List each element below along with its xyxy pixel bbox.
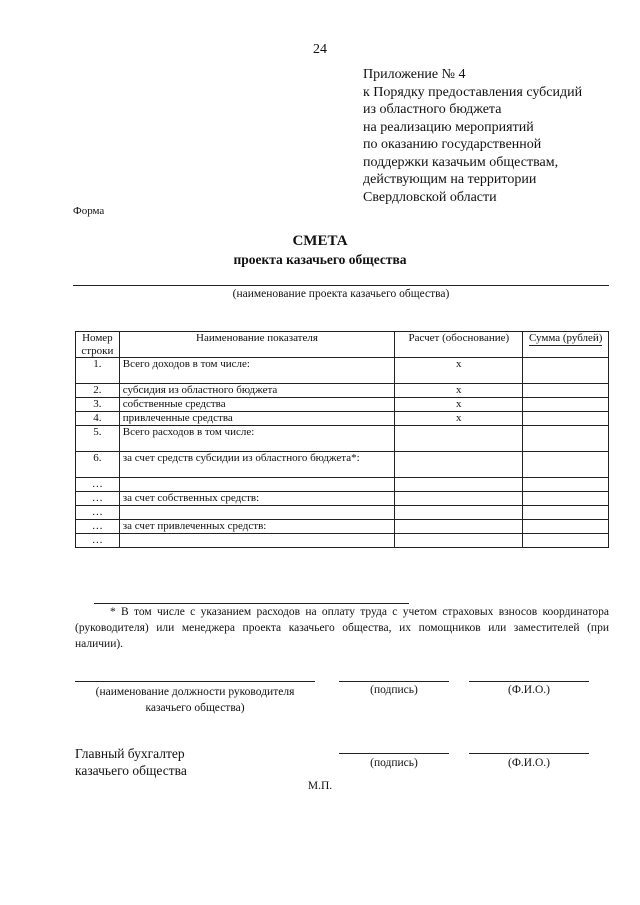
footnote: * В том числе с указанием расходов на оплату труда с учетом страховых взносов координатора (руководителя) или менеджера проекта казачьего общества, их помощников или заместителей (при наличии). xyxy=(75,606,609,650)
table-row xyxy=(76,492,609,506)
row-sum[interactable] xyxy=(523,384,609,398)
header-sum-text: Сумма (рублей) xyxy=(528,332,603,344)
row-number: 5. xyxy=(76,426,120,452)
accountant-signature-caption: (подпись) xyxy=(370,757,418,769)
table-header-row xyxy=(76,332,609,358)
row-name: за счет средств субсидии из областного бюджета*: xyxy=(119,452,394,478)
table-row xyxy=(76,506,609,520)
header-name: Наименование показателя xyxy=(119,332,394,358)
row-calculation[interactable] xyxy=(395,534,523,548)
estimate-table xyxy=(75,331,609,548)
row-sum[interactable] xyxy=(523,452,609,478)
row-number: 6. xyxy=(76,452,120,478)
position-caption: (наименование должности руководителя казачьего общества) xyxy=(95,686,295,714)
head-fio-caption: (Ф.И.О.) xyxy=(508,684,550,696)
row-number: … xyxy=(76,506,120,520)
row-name: за счет собственных средств: xyxy=(119,492,394,506)
accountant-fio-caption: (Ф.И.О.) xyxy=(508,757,550,769)
row-number: 1. xyxy=(76,358,120,384)
row-sum[interactable] xyxy=(523,534,609,548)
header-sum xyxy=(523,332,609,358)
page-number: 24 xyxy=(313,42,327,57)
position-line[interactable] xyxy=(75,681,315,682)
row-number: … xyxy=(76,492,120,506)
head-signature-caption: (подпись) xyxy=(370,684,418,696)
appendix-line: к Порядку предоставления субсидий xyxy=(363,84,583,100)
row-name: собственные средства xyxy=(119,398,394,412)
chief-accountant-label: Главный бухгалтер казачьего общества xyxy=(75,746,187,778)
appendix-line: Приложение № 4 xyxy=(363,67,466,82)
stamp-place: М.П. xyxy=(307,780,333,792)
document-title: СМЕТА xyxy=(292,233,348,249)
row-number: … xyxy=(76,520,120,534)
head-fio-line[interactable] xyxy=(469,681,589,682)
row-number: … xyxy=(76,478,120,492)
head-signature-line[interactable] xyxy=(339,681,449,682)
appendix-line: Свердловской области xyxy=(363,189,497,205)
table-row xyxy=(76,384,609,398)
row-calculation[interactable]: x xyxy=(395,412,523,426)
row-number: … xyxy=(76,534,120,548)
row-sum[interactable] xyxy=(523,412,609,426)
row-sum[interactable] xyxy=(523,506,609,520)
accountant-signature-line[interactable] xyxy=(339,753,449,754)
row-calculation[interactable]: x xyxy=(395,398,523,412)
row-name: субсидия из областного бюджета xyxy=(119,384,394,398)
row-name: Всего расходов в том числе: xyxy=(119,426,394,452)
row-sum[interactable] xyxy=(523,398,609,412)
row-sum[interactable] xyxy=(523,358,609,384)
row-calculation[interactable] xyxy=(395,492,523,506)
table-row xyxy=(76,534,609,548)
row-number: 4. xyxy=(76,412,120,426)
row-name[interactable] xyxy=(119,506,394,520)
appendix-line: по оказанию государственной xyxy=(363,137,542,152)
table-row xyxy=(76,520,609,534)
row-calculation[interactable] xyxy=(395,506,523,520)
table-row xyxy=(76,478,609,492)
row-calculation[interactable]: x xyxy=(395,384,523,398)
form-label: Форма xyxy=(73,205,105,217)
table-row xyxy=(76,412,609,426)
header-number: Номер строки xyxy=(76,332,120,358)
document-subtitle: проекта казачьего общества xyxy=(233,252,407,267)
row-name[interactable] xyxy=(119,478,394,492)
row-name: Всего доходов в том числе: xyxy=(119,358,394,384)
row-name: за счет привлеченных средств: xyxy=(119,520,394,534)
row-calculation[interactable] xyxy=(395,520,523,534)
row-calculation[interactable] xyxy=(395,426,523,452)
row-name[interactable] xyxy=(119,534,394,548)
accountant-fio-line[interactable] xyxy=(469,753,589,754)
row-calculation[interactable]: x xyxy=(395,358,523,384)
appendix-line: поддержки казачьим обществам, xyxy=(363,154,559,170)
project-name-caption: (наименование проекта казачьего общества) xyxy=(232,288,450,300)
appendix-line: из областного бюджета xyxy=(363,102,502,117)
row-sum[interactable] xyxy=(523,492,609,506)
appendix-header xyxy=(363,66,582,206)
row-sum[interactable] xyxy=(523,478,609,492)
project-name-line[interactable] xyxy=(73,285,609,286)
row-sum[interactable] xyxy=(523,426,609,452)
table-row xyxy=(76,426,609,452)
row-name: привлеченные средства xyxy=(119,412,394,426)
row-sum[interactable] xyxy=(523,520,609,534)
row-calculation[interactable] xyxy=(395,452,523,478)
appendix-line: на реализацию мероприятий xyxy=(363,119,534,135)
table-row xyxy=(76,358,609,384)
row-calculation[interactable] xyxy=(395,478,523,492)
header-calculation: Расчет (обоснование) xyxy=(395,332,523,358)
row-number: 3. xyxy=(76,398,120,412)
row-number: 2. xyxy=(76,384,120,398)
table-row xyxy=(76,398,609,412)
table-row xyxy=(76,452,609,478)
appendix-line: действующим на территории xyxy=(363,172,537,187)
